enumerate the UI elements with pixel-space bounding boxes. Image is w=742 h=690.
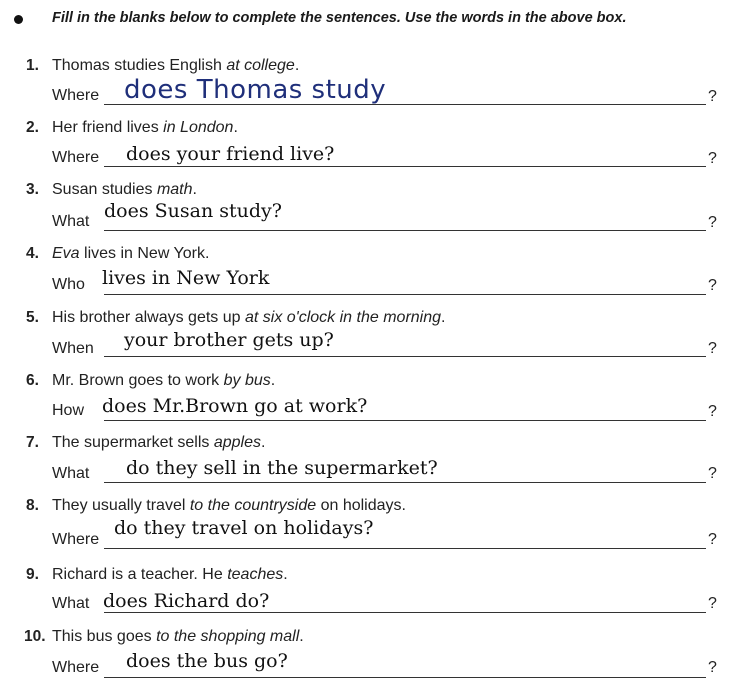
instruction-row <box>12 6 732 32</box>
answer-text: does Thomas study <box>124 75 387 105</box>
item-number: 9. <box>26 566 39 583</box>
item-sentence: Susan studies math. <box>52 181 197 198</box>
exercise-item-2 <box>0 119 742 181</box>
item-sentence: They usually travel to the countryside on holidays. <box>52 497 406 514</box>
item-number: 4. <box>26 245 39 262</box>
question-word: Where <box>52 659 100 676</box>
question-word: How <box>52 402 85 419</box>
question-mark: ? <box>708 403 717 420</box>
item-number: 10. <box>24 628 46 645</box>
question-mark: ? <box>708 659 717 676</box>
question-mark: ? <box>708 595 717 612</box>
answer-blank[interactable] <box>104 166 706 167</box>
answer-blank[interactable] <box>104 230 706 231</box>
item-sentence: The supermarket sells apples. <box>52 434 266 451</box>
question-word: What <box>52 595 90 612</box>
exercise-item-1 <box>0 57 742 119</box>
question-mark: ? <box>708 531 717 548</box>
question-word: What <box>52 465 90 482</box>
item-number: 1. <box>26 57 39 74</box>
question-mark: ? <box>708 465 717 482</box>
item-number: 3. <box>26 181 39 198</box>
answer-text: does Mr.Brown go at work? <box>102 395 368 417</box>
question-word: What <box>52 213 90 230</box>
exercise-item-8 <box>0 497 742 559</box>
question-word: Where <box>52 87 100 104</box>
item-sentence: Thomas studies English at college. <box>52 57 300 74</box>
question-mark: ? <box>708 277 717 294</box>
item-sentence: Richard is a teacher. He teaches. <box>52 566 288 583</box>
item-number: 5. <box>26 309 39 326</box>
item-sentence: Eva lives in New York. <box>52 245 210 262</box>
answer-text: lives in New York <box>102 267 270 289</box>
answer-blank[interactable] <box>104 612 706 613</box>
exercise-item-3 <box>0 181 742 243</box>
answer-blank[interactable] <box>104 294 706 295</box>
item-sentence: Her friend lives in London. <box>52 119 238 136</box>
question-mark: ? <box>708 214 717 231</box>
item-sentence: Mr. Brown goes to work by bus. <box>52 372 276 389</box>
item-number: 7. <box>26 434 39 451</box>
answer-text: your brother gets up? <box>124 329 334 351</box>
answer-blank[interactable] <box>104 482 706 483</box>
question-word: Where <box>52 531 100 548</box>
exercise-item-9 <box>0 566 742 628</box>
item-number: 8. <box>26 497 39 514</box>
answer-text: does Susan study? <box>104 200 282 222</box>
item-sentence: This bus goes to the shopping mall. <box>52 628 304 645</box>
answer-blank[interactable] <box>104 677 706 678</box>
question-word: Who <box>52 276 85 293</box>
item-number: 2. <box>26 119 39 136</box>
question-mark: ? <box>708 150 717 167</box>
answer-blank[interactable] <box>104 356 706 357</box>
exercise-item-10 <box>0 628 742 690</box>
exercise-item-5 <box>0 309 742 371</box>
question-word: When <box>52 340 94 357</box>
question-mark: ? <box>708 340 717 357</box>
answer-text: does Richard do? <box>103 590 270 612</box>
item-number: 6. <box>26 372 39 389</box>
answer-blank[interactable] <box>104 420 706 421</box>
bullet-icon <box>14 15 23 24</box>
answer-text: does the bus go? <box>126 650 288 672</box>
item-sentence: His brother always gets up at six o'clock in the morning. <box>52 309 446 326</box>
question-word: Where <box>52 149 100 166</box>
answer-text: do they travel on holidays? <box>114 517 374 539</box>
answer-blank[interactable] <box>104 548 706 549</box>
instruction-text: Fill in the blanks below to complete the sentences. Use the words in the above box. <box>52 10 627 26</box>
question-mark: ? <box>708 88 717 105</box>
answer-blank[interactable] <box>104 104 706 105</box>
exercise-item-4 <box>0 245 742 307</box>
exercise-item-6 <box>0 372 742 434</box>
answer-text: does your friend live? <box>126 143 335 165</box>
answer-text: do they sell in the supermarket? <box>126 457 438 479</box>
exercise-item-7 <box>0 434 742 496</box>
